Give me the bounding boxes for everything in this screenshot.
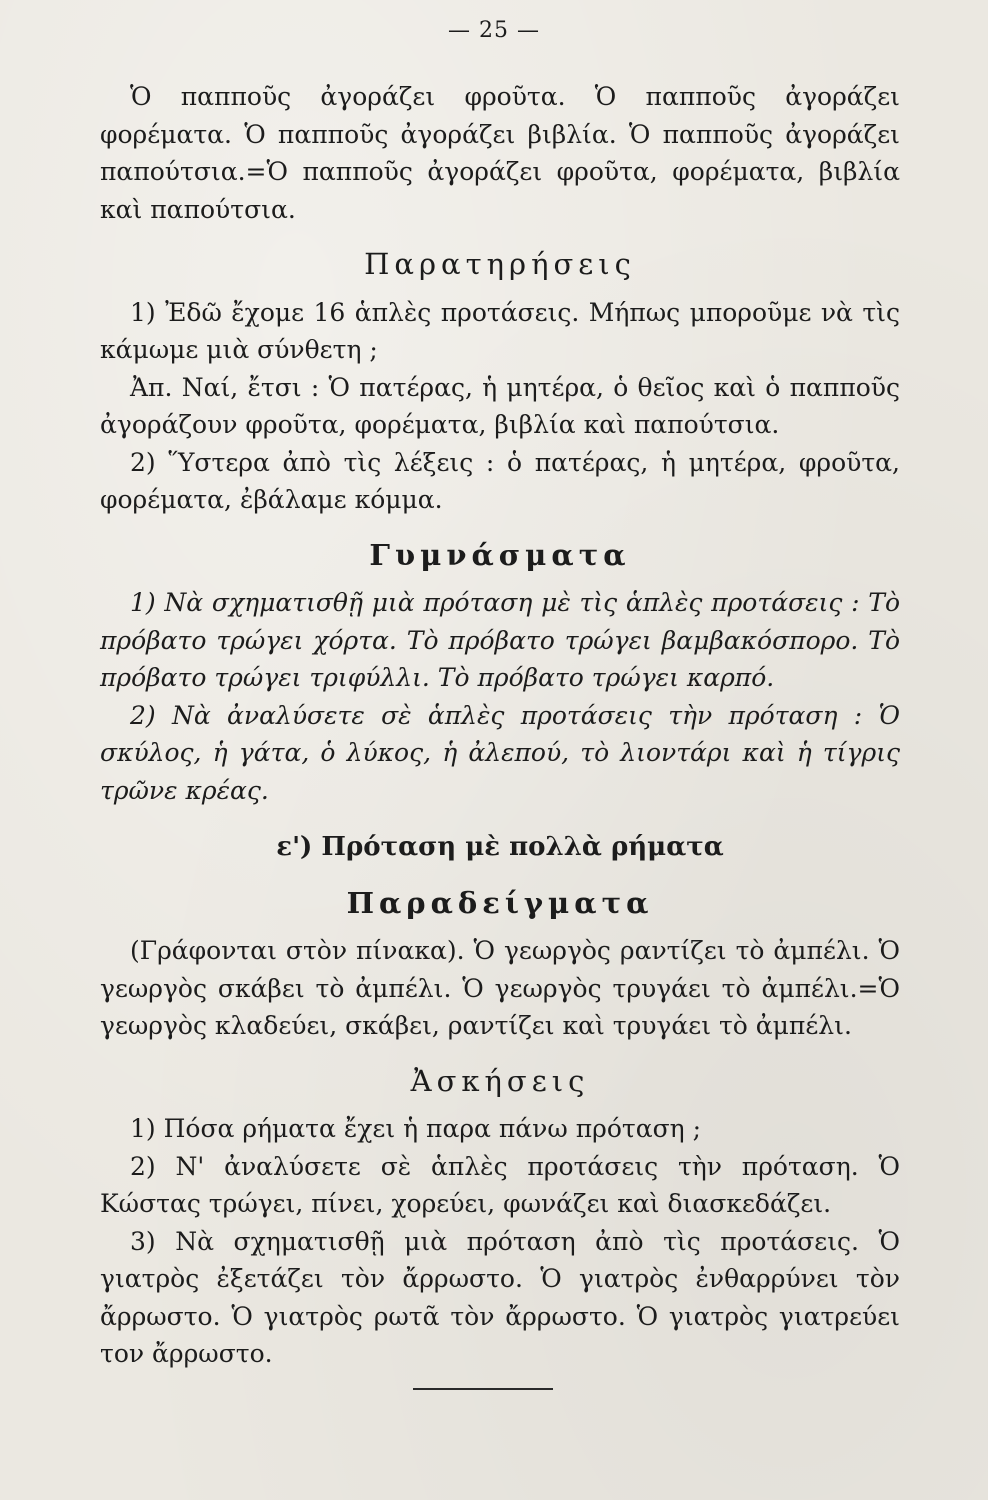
intro-paragraph: Ὁ παπποῦς ἀγοράζει φροῦτα. Ὁ παπποῦς ἀγοράζει φορέματα. Ὁ παπποῦς ἀγοράζει βιβλία. Ὁ παπποῦς ἀγοράζει παπούτσια.=Ὁ παπποῦς ἀγοράζει φροῦτα, φορέματα, βιβλία καὶ παπούτσια. — [100, 82, 900, 224]
gymnasmata-heading: Γυμνάσματα — [369, 537, 631, 572]
examples-paragraph: (Γράφονται στὸν πίνακα). Ὁ γεωργὸς ραντίζει τὸ ἀμπέλι. Ὁ γεωργὸς σκάβει τὸ ἀμπέλι. Ὁ γεωργὸς τρυγάει τὸ ἀμπέλι.=Ὁ γεωργὸς κλαδεύει, σκάβει, ραντίζει καὶ τρυγάει τὸ ἀμπέλι. — [100, 936, 900, 1040]
exercise-item: 1) Πόσα ρήματα ἔχει ἡ παρα πάνω πρόταση ; — [130, 1114, 701, 1143]
observation-answer: Ἀπ. Ναί, ἔτσι : Ὁ πατέρας, ἡ μητέρα, ὁ θεῖος καὶ ὁ παπποῦς ἀγοράζουν φροῦτα, φορέματα, βιβλία καὶ παπούτσια. — [100, 372, 900, 439]
gymnasmata-item: 1) Νὰ σχηματισθῇ μιὰ πρόταση μὲ τὶς ἁπλὲς προτάσεις : Τὸ πρόβατο τρώγει χόρτα. Τὸ πρόβατο τρώγει βαμβακόσπορο. Τὸ πρόβατο τρώγει τριφύλλι. Τὸ πρόβατο τρώγει καρπό. — [100, 588, 900, 692]
page-number: — 25 — — [448, 18, 540, 43]
observation-item: 2) Ὕστερα ἀπὸ τὶς λέξεις : ὁ πατέρας, ἡ μητέρα, φροῦτα, φορέματα, ἐβάλαμε κόμμα. — [100, 447, 900, 514]
page-content — [100, 78, 900, 1373]
examples-heading: Παραδείγματα — [346, 885, 654, 920]
observation-item: 1) Ἐδῶ ἔχομε 16 ἁπλὲς προτάσεις. Μήπως μποροῦμε νὰ τὶς κάμωμε μιὰ σύνθετη ; — [100, 297, 900, 364]
exercises-heading: Ἀσκήσεις — [410, 1063, 590, 1098]
observations-heading: Παρατηρήσεις — [364, 247, 636, 281]
section-e-title: ε') Πρόταση μὲ πολλὰ ρήματα — [276, 832, 724, 862]
gymnasmata-item: 2) Νὰ ἀναλύσετε σὲ ἁπλὲς προτάσεις τὴν πρόταση : Ὁ σκύλος, ἡ γάτα, ὁ λύκος, ἡ ἀλεπού, τὸ λιοντάρι καὶ ἡ τίγρις τρῶνε κρέας. — [100, 700, 900, 805]
end-rule-divider — [413, 1388, 553, 1390]
exercise-item: 3) Νὰ σχηματισθῇ μιὰ πρόταση ἀπὸ τὶς προτάσεις. Ὁ γιατρὸς ἐξετάζει τὸν ἄρρωστο. Ὁ γιατρὸς ἐνθαρρύνει τὸν ἄρρωστο. Ὁ γιατρὸς ρωτᾶ τὸν ἄρρωστο. Ὁ γιατρὸς γιατρεύει τον ἄρρωστο. — [100, 1226, 900, 1368]
exercise-item: 2) Ν' ἀναλύσετε σὲ ἁπλὲς προτάσεις τὴν πρόταση. Ὁ Κώστας τρώγει, πίνει, χορεύει, φωνάζει καὶ διασκεδάζει. — [100, 1151, 900, 1218]
